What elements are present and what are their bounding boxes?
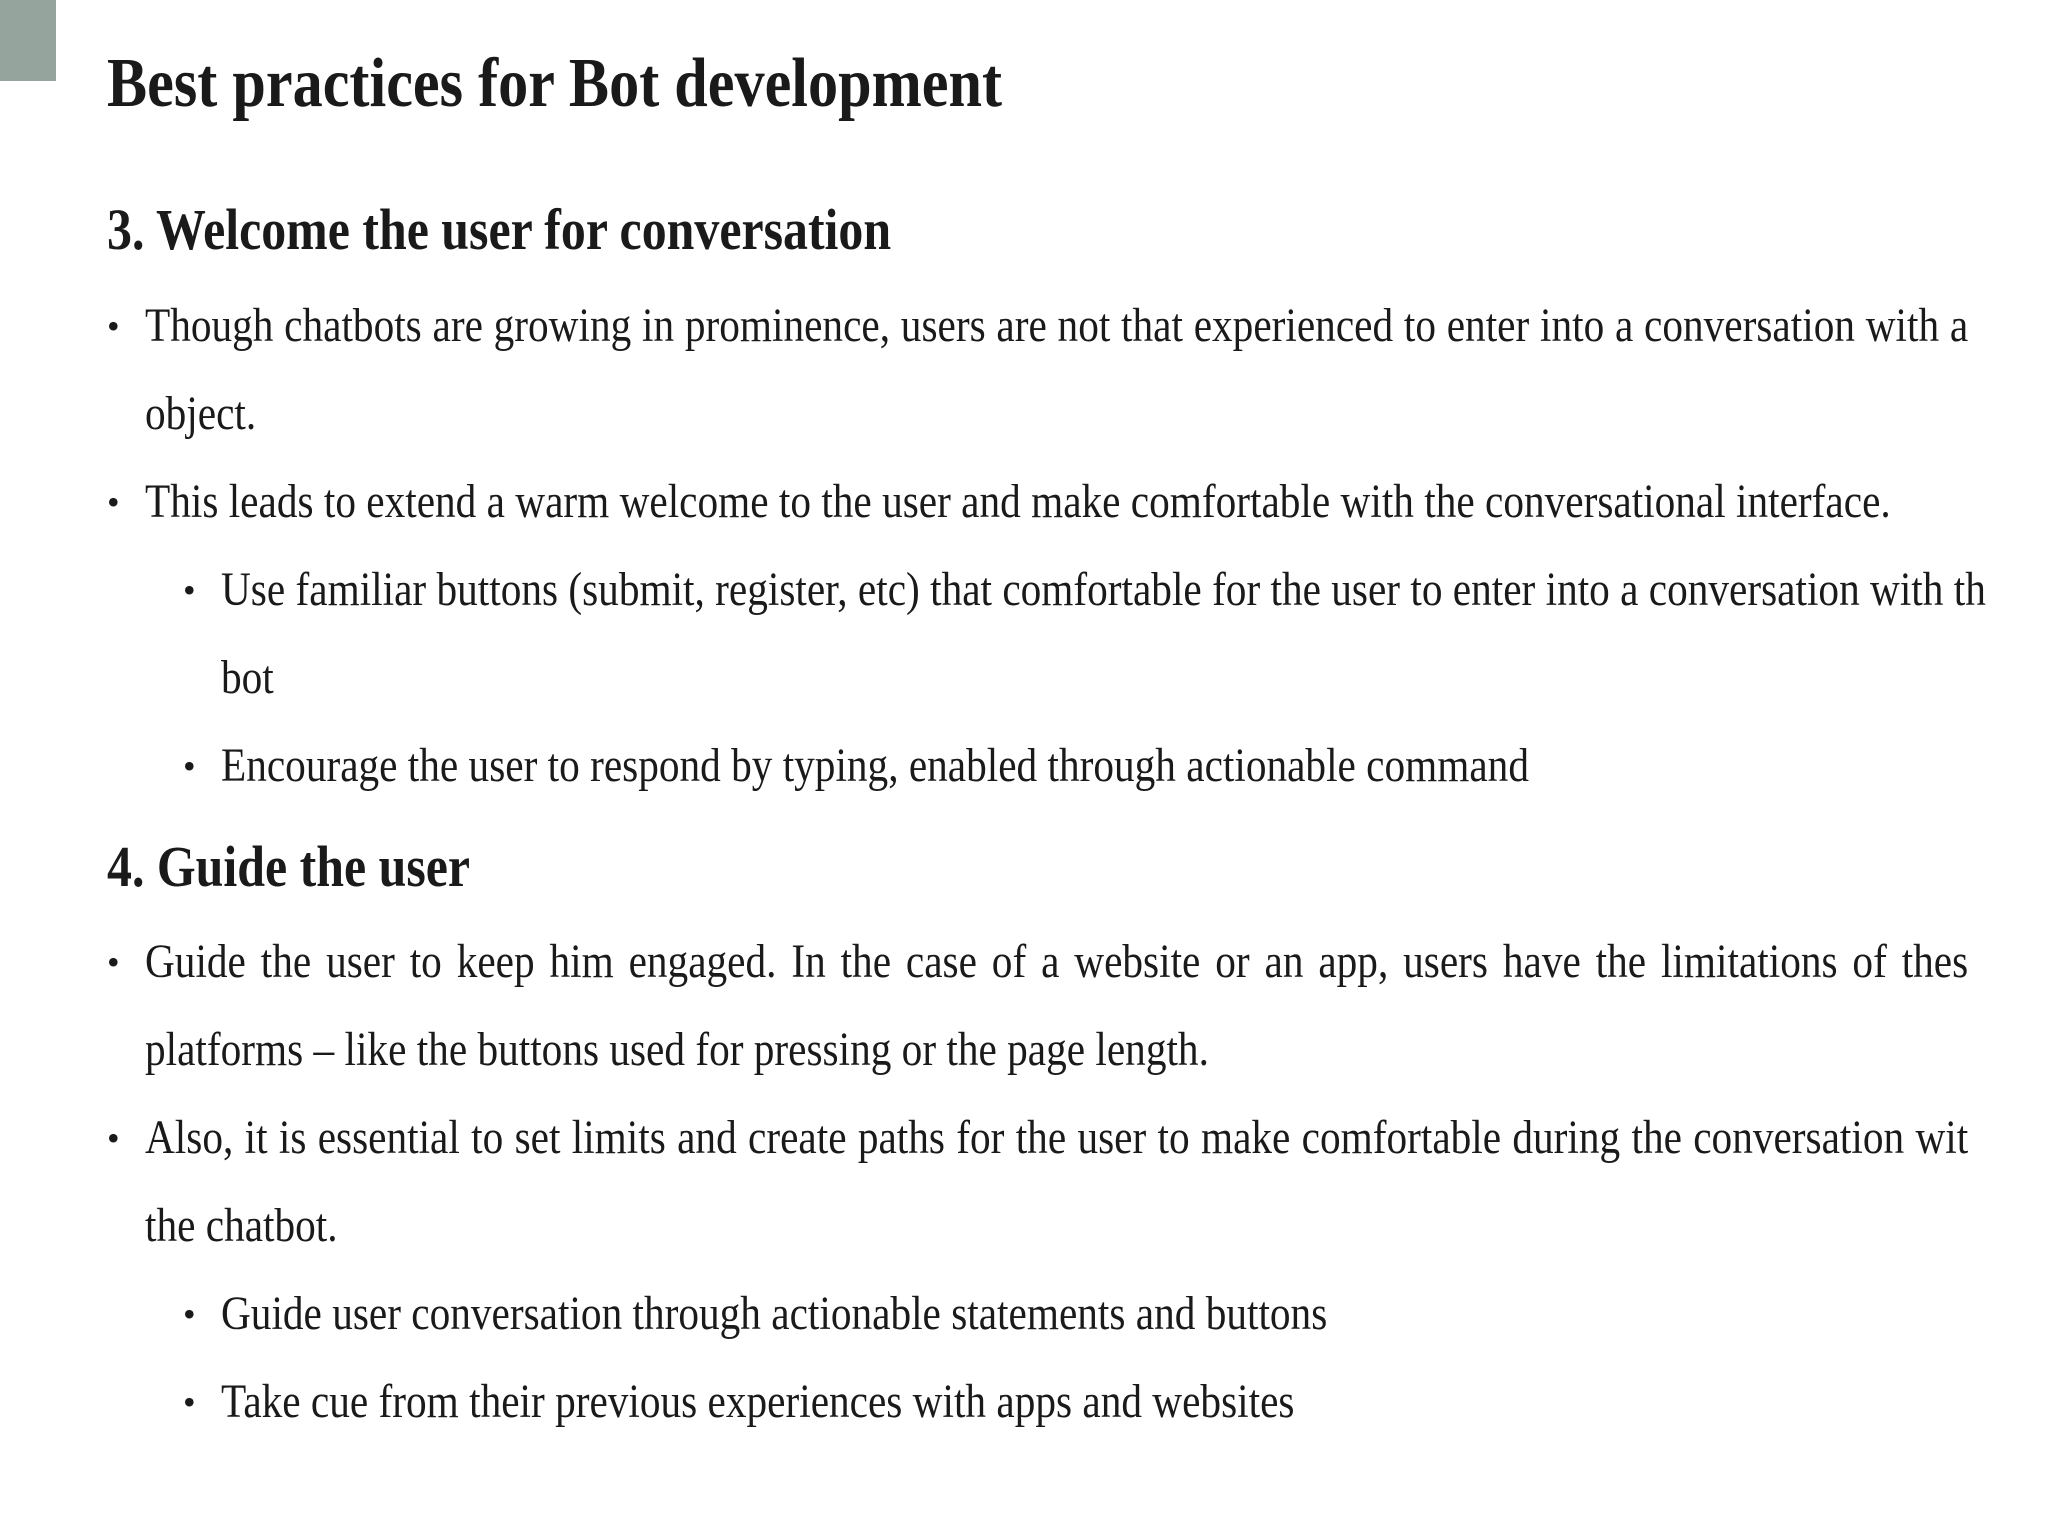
bullet-text: Guide the user to keep him engaged. In the case of a website or an app, users have the limitations of thes [145,935,1969,988]
bullet-item [107,1094,2048,1182]
section-heading-guide: 4. Guide the user [107,834,471,899]
sub-bullet-item [183,546,2048,634]
sub-bullet-item [183,722,2048,810]
bullet-dot-icon: • [107,306,120,346]
bullet-dot-icon: • [107,482,120,522]
bullet-continuation: platforms – like the buttons used for pressing or the page length. [145,1023,1209,1076]
slide-title: Best practices for Bot development [107,45,1003,122]
bullet-text: Encourage the user to respond by typing, enabled through actionable command [221,739,1529,792]
bullet-text: Guide user conversation through actionable statements and buttons [221,1287,1328,1340]
bullet-continuation: bot [221,651,274,704]
bullet-dot-icon: • [183,1294,196,1334]
bullet-text: This leads to extend a warm welcome to the user and make comfortable with the conversational interface. [145,475,1891,528]
bullet-text: Also, it is essential to set limits and create paths for the user to make comfortable during the conversation wit [145,1111,1969,1164]
bullet-dot-icon: • [107,1118,120,1158]
bullet-dot-icon: • [183,570,196,610]
bullet-item [107,918,2048,1006]
corner-accent-block [0,0,56,81]
bullet-text: Take cue from their previous experiences with apps and websites [221,1375,1295,1428]
bullet-dot-icon: • [107,942,120,982]
bullet-continuation: object. [145,387,257,440]
sub-bullet-item [183,1358,2048,1446]
bullet-dot-icon: • [183,746,196,786]
bullet-item [107,282,2048,370]
section-heading-welcome: 3. Welcome the user for conversation [107,197,892,262]
bullet-continuation: the chatbot. [145,1199,338,1252]
bullet-text: Use familiar buttons (submit, register, etc) that comfortable for the user to enter into a conversation with th [221,563,1986,616]
bullet-dot-icon: • [183,1382,196,1422]
bullet-text: Though chatbots are growing in prominence, users are not that experienced to enter into a conversation with a [145,299,1969,352]
sub-bullet-item [183,1270,2048,1358]
bullet-item [107,458,2048,546]
